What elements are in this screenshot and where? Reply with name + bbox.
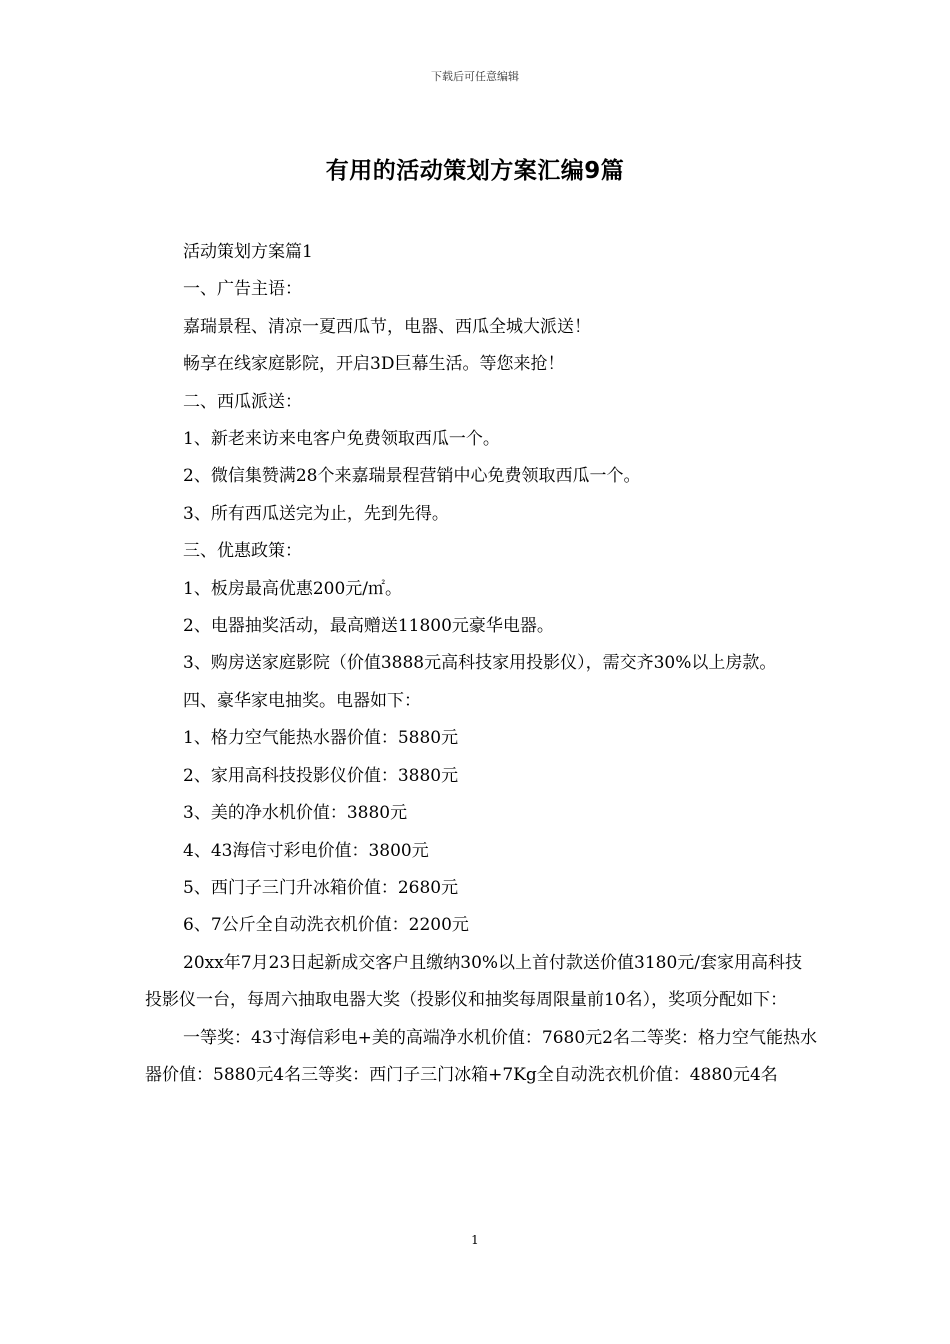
paragraph: 1、格力空气能热水器价值：5880元: [183, 728, 459, 749]
paragraph: 四、豪华家电抽奖。电器如下：: [183, 690, 421, 711]
paragraph: 6、7公斤全自动洗衣机价值：2200元: [183, 915, 469, 936]
document-title: 有用的活动策划方案汇编9篇: [325, 158, 625, 184]
paragraph: 2、家用高科技投影仪价值：3880元: [183, 765, 459, 786]
paragraph: 二、西瓜派送：: [183, 391, 302, 412]
paragraph: 1、板房最高优惠200元/㎡。: [183, 578, 402, 599]
paragraph: 1、新老来访来电客户免费领取西瓜一个。: [183, 429, 500, 450]
paragraph: 4、43海信寸彩电价值：3800元: [183, 840, 429, 861]
paragraph: 2、微信集赞满28个来嘉瑞景程营销中心免费领取西瓜一个。: [183, 466, 641, 487]
paragraph: 2、电器抽奖活动，最高赠送11800元豪华电器。: [183, 616, 554, 637]
paragraph: 3、购房送家庭影院（价值3888元高科技家用投影仪），需交齐30%以上房款。: [183, 653, 777, 674]
paragraph: 3、所有西瓜送完为止，先到先得。: [183, 503, 449, 524]
paragraph: 嘉瑞景程、清凉一夏西瓜节，电器、西瓜全城大派送！: [183, 316, 591, 337]
paragraph: 三、优惠政策：: [183, 541, 302, 562]
page-number: 1: [471, 1233, 479, 1247]
page-header: 下载后可任意编辑: [431, 70, 519, 83]
paragraph: 一、广告主语：: [183, 279, 302, 300]
section-heading: 活动策划方案篇1: [183, 242, 313, 262]
document-body: [145, 234, 817, 1094]
paragraph: 畅享在线家庭影院，开启3D巨幕生活。等您来抢！: [183, 354, 565, 375]
paragraph: 20xx年7月23日起新成交客户且缴纳30%以上首付款送价值3180元/套家用高科技投影仪一台，每周六抽取电器大奖（投影仪和抽奖每周限量前10名），奖项分配如下：: [145, 952, 803, 1011]
paragraph: 一等奖：43寸海信彩电+美的高端净水机价值：7680元2名二等奖：格力空气能热水器价值：5880元4名三等奖：西门子三门冰箱+7Kg全自动洗衣机价值：4880元4名: [145, 1027, 817, 1085]
paragraph: 5、西门子三门升冰箱价值：2680元: [183, 877, 459, 898]
paragraph: 3、美的净水机价值：3880元: [183, 803, 408, 824]
